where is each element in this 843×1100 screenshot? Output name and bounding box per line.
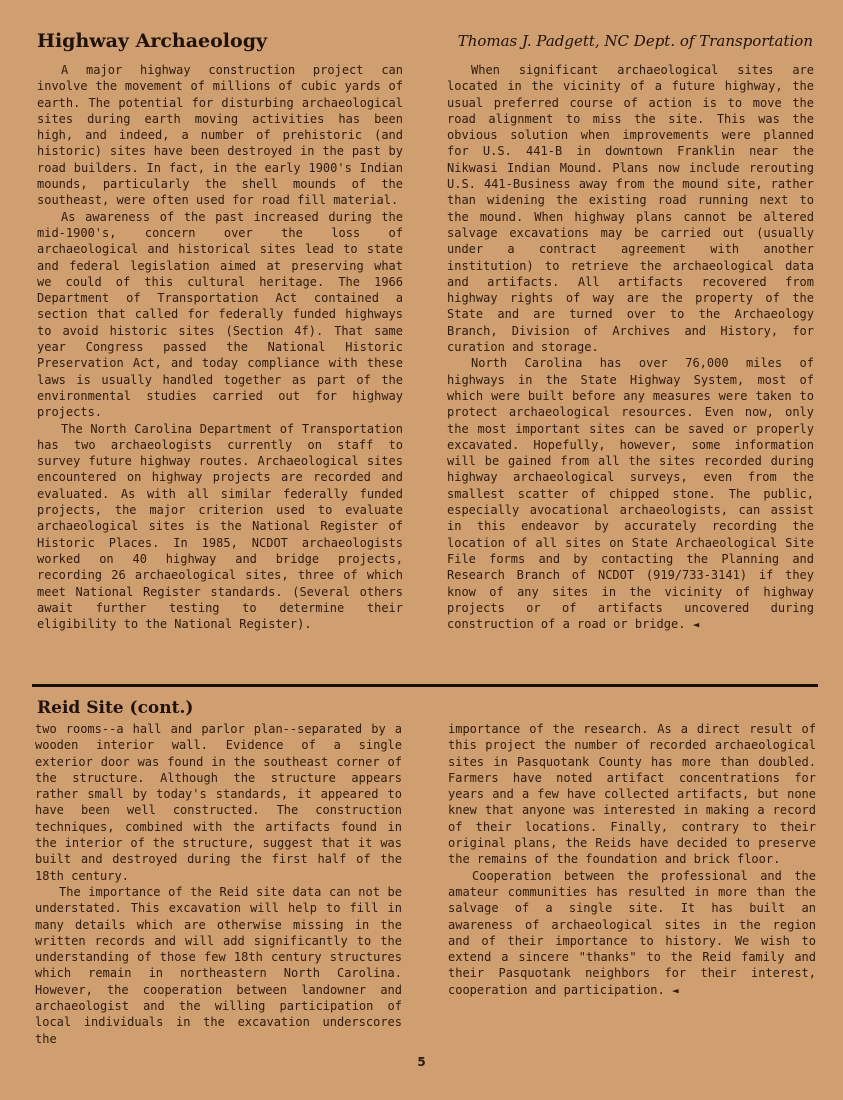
paragraph: When significant archaeological sites are located in the vicinity of a future highway, the usual preferred course of action is to move the road alignment to miss the site. This was the obvious solution when improvements were planned for U.S. 441-B in downtown Franklin near the Nikwasi Indian Mound. Plans now include rerouting U.S. 441-Business away from the mound site, rather than widening the existing road running next to the mound. When highway plans cannot be altered salvage excavations may be carried out (usually under a contract agreement with another institution) to retrieve the archaeological data and artifacts. All artifacts recovered from highway rights of way are the property of the State and are turned over to the Archaeology Branch, Division of Archives and History, for curation and storage. <box>447 63 814 355</box>
end-of-article-icon: ◄ <box>671 983 679 997</box>
page-number: 5 <box>417 1055 426 1069</box>
section-divider <box>32 684 818 687</box>
paragraph: two rooms--a hall and parlor plan--separated by a wooden interior wall. Evidence of a single exterior door was found in the southeast corner of the structure. Although the structure appears rather small by today's standards, it appeared to have been well constructed. The construction techniques, combined with the artifacts found in the interior of the structure, suggest that it was built and destroyed during the first half of the 18th century. <box>35 722 402 883</box>
paragraph-text: North Carolina has over 76,000 miles of highways in the State Highway System, most of which were built before any measures were taken to protect archaeological resources. Even now, only the most important sites can be saved or properly excavated. Hopefully, however, some information will be gained from all the sites recorded during highway archaeological surveys, even from the smallest scatter of chipped stone. The public, especially avocational archaeologists, can assist in this endeavor by accurately recording the location of all sites on State Archaeological Site File forms and by contacting the Planning and Research Branch of NCDOT (919/733-3141) if they know of any sites in the vicinity of highway projects or of artifacts uncovered during construction of a road or bridge. <box>447 356 814 632</box>
paragraph <box>447 355 814 633</box>
article-title: Highway Archaeology <box>37 30 268 52</box>
section-column-left <box>35 721 402 1047</box>
article-byline: Thomas J. Padgett, NC Dept. of Transportation <box>457 32 813 50</box>
paragraph <box>448 868 816 999</box>
paragraph: A major highway construction project can involve the movement of millions of cubic yards of earth. The potential for disturbing archaeological sites during earth moving activities has been high, and indeed, a number of prehistoric (and historic) sites have been destroyed in the past by road builders. In fact, in the early 1900's Indian mounds, particularly the shell mounds of the southeast, were often used for road fill material. <box>37 63 403 208</box>
section-column-right <box>448 721 816 999</box>
end-of-article-icon: ◄ <box>692 618 700 632</box>
paragraph: The importance of the Reid site data can not be understated. This excavation will help to fill in many details which are otherwise missing in the written records and will add significantly to the understanding of those few 18th century structures which remain in northeastern North Carolina. However, the cooperation between landowner and archaeologist and the willing participation of local individuals in the excavation underscores the <box>35 884 402 1046</box>
paragraph: As awareness of the past increased during the mid-1900's, concern over the loss of archaeological and historical sites lead to state and federal legislation aimed at preserving what we could of this cultural heritage. The 1966 Department of Transportation Act contained a section that called for federally funded highways to avoid historic sites (Section 4f). That same year Congress passed the National Historic Preservation Act, and today compliance with these laws is usually handled together as part of the environmental studies carried out for highway projects. <box>37 209 403 420</box>
article-column-left <box>37 62 403 632</box>
paragraph: The North Carolina Department of Transportation has two archaeologists currently on staff to survey future highway routes. Archaeological sites encountered on highway projects are recorded and evaluated. As with all similar federally funded projects, the major criterion used to evaluate archaeological sites is the National Register of Historic Places. In 1985, NCDOT archaeologists worked on 40 highway and bridge projects, recording 26 archaeological sites, three of which meet National Register standards. (Several others await further testing to determine their eligibility to the National Register). <box>37 421 403 632</box>
paragraph: importance of the research. As a direct result of this project the number of recorded archaeological sites in Pasquotank County has more than doubled. Farmers have noted artifact concentrations for years and a few have collected artifacts, but none knew that anyone was interested in making a record of their locations. Finally, contrary to their original plans, the Reids have decided to preserve the remains of the foundation and brick floor. <box>448 722 816 867</box>
article-column-right <box>447 62 814 633</box>
section-title: Reid Site (cont.) <box>37 698 194 718</box>
paragraph-text: Cooperation between the professional and the amateur communities has resulted in more than the salvage of a single site. It has built an awareness of archaeological sites in the region and of their importance to history. We wish to extend a sincere "thanks" to the Reid family and their Pasquotank neighbors for their interest, cooperation and participation. <box>448 868 816 997</box>
